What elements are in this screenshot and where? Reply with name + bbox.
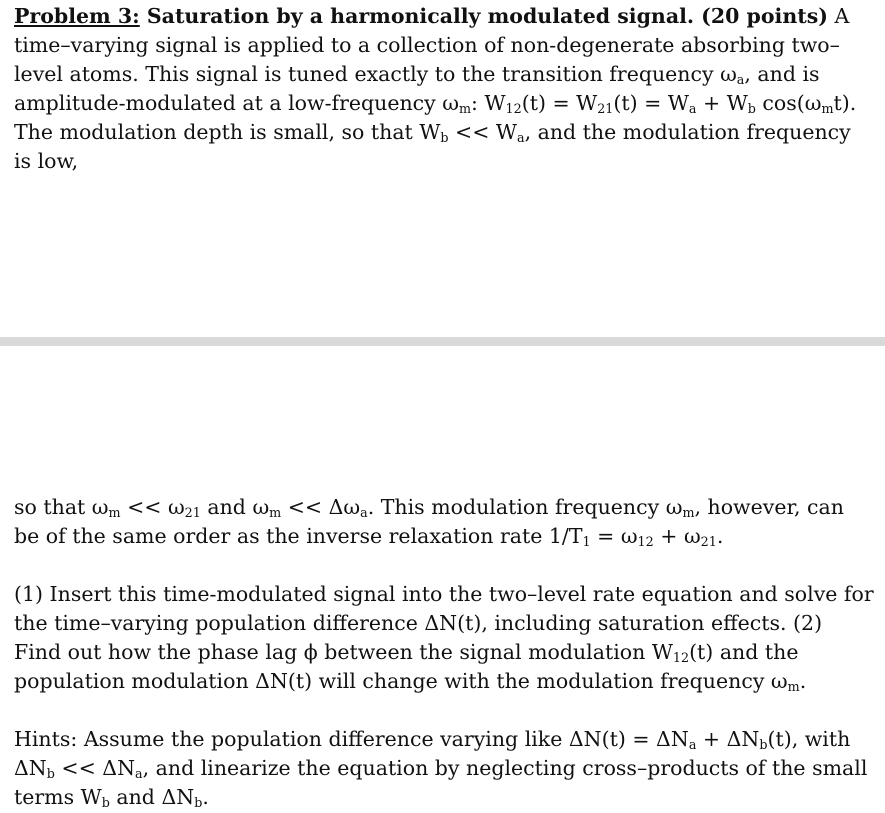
problem-paragraph-hints: Hints: Assume the population difference varying like $\Delta N(t) = \Delta N_a + \Delta N_b(t)$, with $\Delta N_b << \Delta N_a$, and linearize the equation by neglecting cross–products of the small terms $W_b$ and $\Delta N_b$. (14, 727, 868, 811)
problem-heading (14, 4, 828, 28)
problem-label: Problem 3: (14, 4, 140, 28)
problem-paragraph-continuation: so that $\omega_m << \omega_{21}$ and $\omega_m << \Delta\omega_a$. This modulation frequency $\omega_m$, however, can be of the same order as the inverse relaxation rate $1/T_1 = \omega_{12} + \omega_{21}$. (14, 495, 844, 550)
problem-paragraph-tasks: (1) Insert this time-modulated signal into the two–level rate equation and solve for the time–varying population difference ΔN(t), including saturation effects. (2) Find out how the phase lag ϕ between the signal modulation $W_{12}(t)$ and the population modulation ΔN(t) will change with the modulation frequency $\omega_m$. (14, 582, 874, 695)
intro-text: A time–varying signal is applied to a collection of non-degenerate absorbing two–level atoms. This signal is tuned exactly to the transition frequency (14, 4, 850, 86)
page-divider (0, 337, 885, 346)
problem-paragraph-intro: Problem 3: Saturation by a harmonically modulated signal. (20 points) A time–varying signal is applied to a collection of non-degenerate absorbing two–level atoms. This signal is tuned exactly to the transition frequency $\omega_a$, and is amplitude-modulated at a low-frequency $\omega_m$: $W_{12}(t) = W_{21}(t) = W_a + W_b$ $\cos(\omega_mt)$. The modulation depth is small, so that $W_b << W_a$, and the modulation frequency is low, (14, 4, 857, 173)
problem-title: Saturation by a harmonically modulated signal. (20 points) (139, 4, 828, 28)
